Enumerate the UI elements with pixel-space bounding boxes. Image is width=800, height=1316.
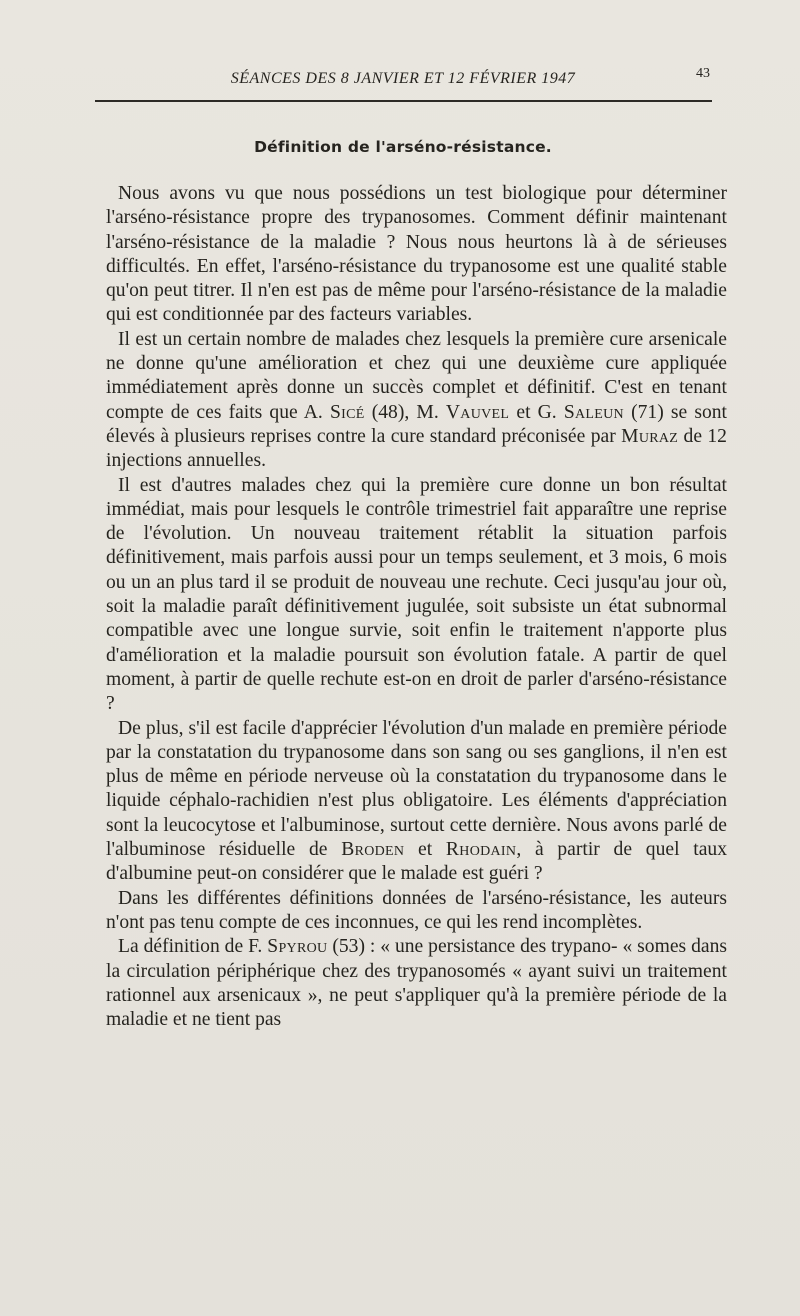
paragraph-6-text-1: La définition de F.	[118, 936, 268, 958]
page-number: 43	[696, 66, 710, 81]
body-text	[106, 182, 727, 1032]
author-name-saleun: Saleun	[563, 401, 624, 423]
paragraph-2-text-5: de 12 injections annuelles.	[106, 425, 727, 472]
paragraph-2-text-3: et G.	[509, 401, 564, 423]
paragraph-2-text-1: Il est un certain nombre de malades chez lesquels la première cure arsenicale ne donne qu'une amélioration et chez qui une deuxième cure appliquée immédiatement après donne un succès complet et définitif. C'est en tenant compte de ces faits que A.	[106, 328, 727, 423]
author-name-vauvel: Vauvel	[445, 401, 510, 423]
running-head	[96, 66, 710, 94]
header-rule	[95, 100, 712, 102]
paragraph-4-text-1: De plus, s'il est facile d'apprécier l'évolution d'un malade en première période par la constatation du trypanosome dans son sang ou ses ganglions, il n'en est plus de même en période nerveuse où la constatation du trypanosome dans le liquide céphalo-rachidien n'est plus obligatoire. Les éléments d'appréciation sont la leucocytose et l'albuminose, surtout cette dernière. Nous avons parlé de l'albuminose résiduelle de	[106, 717, 727, 861]
paragraph-6-text-2: (53) : « une persistance des trypano- « somes dans la circulation périphérique chez des trypanosomés « ayant suivi un traitement rationnel aux arsenicaux », ne peut s'appliquer qu'à la première période de la maladie et ne tient pas	[106, 936, 727, 1031]
section-title: Définition de l'arséno-résistance.	[254, 138, 552, 156]
author-name-spyrou: Spyrou	[267, 936, 328, 958]
paragraph-2	[106, 328, 727, 474]
paragraph-4-text-3: , à partir de quel taux d'albumine peut-on considérer que le malade est guéri ?	[106, 839, 728, 885]
paragraph-5: Dans les différentes définitions données de l'arséno-résistance, les auteurs n'ont pas tenu compte de ces inconnues, ce qui les rend incomplètes.	[106, 887, 727, 933]
paragraph-2-text-4: (71) se sont élevés à plusieurs reprises contre la cure standard préconisée par	[106, 401, 727, 447]
running-title: SÉANCES DES 8 JANVIER ET 12 FÉVRIER 1947	[230, 70, 576, 87]
paragraph-1: Nous avons vu que nous possédions un test biologique pour déterminer l'arséno-résistance propre des trypanosomes. Comment définir maintenant l'arséno-résistance de la maladie ? Nous nous heurtons là à de sérieuses difficultés. En effet, l'arséno-résistance du trypanosome est une qualité stable qu'on peut titrer. Il n'en est pas de même pour l'arséno-résistance de la maladie qui est conditionnée par des facteurs variables.	[106, 183, 727, 326]
paragraph-2-text-2: (48), M.	[364, 401, 446, 423]
paragraph-4	[106, 717, 727, 887]
author-name-broden: Broden	[341, 839, 405, 861]
paragraph-4-text-2: et	[404, 839, 446, 861]
paragraph-3: Il est d'autres malades chez qui la première cure donne un bon résultat immédiat, mais pour lesquels le contrôle trimestriel fait apparaître une reprise de l'évolution. Un nouveau traitement rétablit la situation parfois définitivement, mais parfois aussi pour un temps seulement, et 3 mois, 6 mois ou un an plus tard il se produit de nouveau une rechute. Ceci jusqu'au jour où, soit la maladie paraît définitivement jugulée, soit subsiste un état subnormal compatible avec une longue survie, soit enfin le traitement n'apporte plus d'amélioration et la maladie poursuit son évolution fatale. A partir de quel moment, à partir de quelle rechute est-on en droit de parler d'arséno-résistance ?	[106, 474, 727, 715]
author-name-sice: Sicé	[329, 401, 365, 423]
author-name-muraz: Muraz	[621, 425, 679, 447]
paragraph-6	[106, 935, 727, 1032]
author-name-rhodain: Rhodain	[445, 839, 517, 861]
